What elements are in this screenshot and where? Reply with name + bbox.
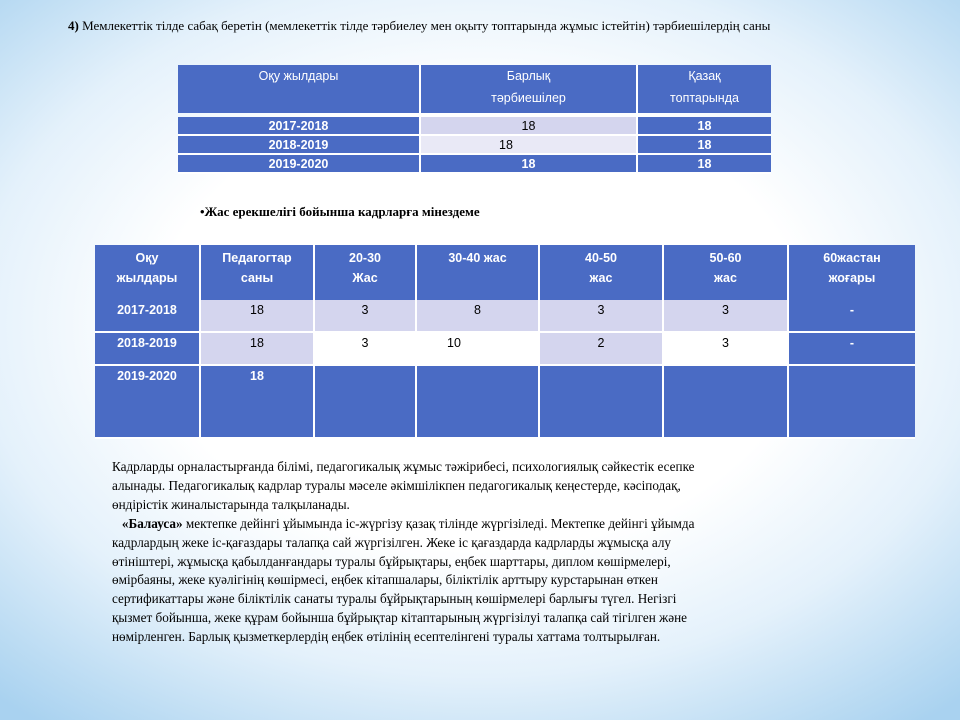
section-number: 4): [68, 18, 79, 33]
cell-value: [789, 366, 915, 439]
paragraph-line: өндірістік жиналыстарында талқыланады.: [112, 496, 350, 512]
table-row: [95, 366, 915, 439]
header-total-teachers: Барлық тәрбиешілер: [421, 65, 638, 113]
header-age-40-50: 40-50 жас: [540, 245, 664, 300]
cell-value: [315, 366, 417, 439]
header-kazakh-groups: Қазақ топтарында: [638, 65, 771, 113]
cell-value: 3: [315, 333, 417, 366]
cell-kazakh: 18: [638, 155, 771, 174]
header-age-50-60: 50-60 жас: [664, 245, 789, 300]
header-age-30-40: 30-40 жас: [417, 245, 540, 300]
age-characteristics-heading: •Жас ерекшелігі бойынша кадрларға мінездеме: [200, 204, 480, 219]
cell-year: 2017-2018: [178, 117, 421, 136]
paragraph-line: қызмет бойынша, жеке құрам бойынша бұйрықтар кітаптарының жүргізілуі талапқа сай тігілген және: [112, 610, 688, 626]
teachers-count-table: [178, 65, 771, 174]
cell-year: 2019-2020: [178, 155, 421, 174]
paragraph-line: өмірбаяны, жеке куәлігінің көшірмесі, еңбек кітапшалары, біліктілік арттыру курстарынан өткен: [112, 572, 658, 588]
cell-value: [417, 366, 540, 439]
cell-year: 2017-2018: [95, 300, 201, 333]
paragraph-line: нөмірленген. Барлық қызметкерлердің еңбек өтілінің есептелінгені туралы хаттама толтырылған.: [112, 629, 661, 645]
cell-total: 18: [421, 136, 638, 155]
cell-value: 3: [315, 300, 417, 333]
cell-value: 2: [540, 333, 664, 366]
cell-kazakh: 18: [638, 117, 771, 136]
cell-total: 18: [421, 117, 638, 136]
paragraph-line: өтініштері, жұмысқа қабылданғандары туралы бұйрықтары, еңбек шарттары, диплом көшірмелері,: [112, 553, 671, 569]
paragraph-line: сертификаттары және біліктілік санаты туралы бұйрықтарының көшірмелері барлығы түгел. Негізгі: [112, 591, 677, 607]
table-row: [178, 117, 771, 136]
kindergarten-name: «Балауса»: [121, 515, 183, 531]
paragraph-line: «Балауса» мектепке дейінгі ұйымында іс-жүргізу қазақ тілінде жүргізіледі. Мектепке дейінгі ұйымда: [121, 515, 695, 531]
header-age-60-plus: 60жастан жоғары: [789, 245, 915, 300]
cell-value: 3: [664, 333, 789, 366]
cell-value: [664, 366, 789, 439]
table-header-row: [178, 65, 771, 113]
header-academic-years: Оқу жылдары: [178, 65, 421, 113]
cell-value: 10: [417, 333, 540, 366]
cell-kazakh: 18: [638, 136, 771, 155]
header-age-20-30: 20-30 Жас: [315, 245, 417, 300]
paragraph-line: кадрлардың жеке іс-қағаздары талапқа сай жүргізілген. Жеке іс қағаздарда кадрларды жұмысқа алу: [112, 534, 672, 550]
cell-year: 2019-2020: [95, 366, 201, 439]
body-paragraph: [112, 458, 837, 647]
age-distribution-table: [95, 245, 915, 439]
cell-year: 2018-2019: [95, 333, 201, 366]
paragraph-line: алынады. Педагогикалық кадрлар туралы мәселе әкімшілікпен педагогикалық кеңестерде, кәсіподақ,: [112, 477, 681, 493]
cell-value: 18: [201, 333, 315, 366]
table-header-row: [95, 245, 915, 300]
cell-value: 8: [417, 300, 540, 333]
table-row: [95, 333, 915, 366]
cell-value: 3: [664, 300, 789, 333]
cell-value: 18: [201, 366, 315, 439]
cell-value: 3: [540, 300, 664, 333]
table-row: [95, 300, 915, 333]
cell-total: 18: [421, 155, 638, 174]
cell-value: -: [789, 300, 915, 333]
cell-year: 2018-2019: [178, 136, 421, 155]
section-heading: [68, 18, 948, 34]
table-row: [178, 155, 771, 174]
section-title: Мемлекеттік тілде сабақ беретін (мемлекеттік тілде тәрбиелеу мен оқыту топтарында жұмыс істейтін) тәрбиешілердің саны: [78, 18, 771, 33]
header-teachers-count: Педагогтар саны: [201, 245, 315, 300]
header-academic-years: Оқу жылдары: [95, 245, 201, 300]
cell-value: 18: [201, 300, 315, 333]
table-row: [178, 136, 771, 155]
cell-value: [540, 366, 664, 439]
cell-value: -: [789, 333, 915, 366]
paragraph-line: Кадрларды орналастырғанда білімі, педагогикалық жұмыс тәжірибесі, психологиялық сәйкестік есепке: [112, 459, 695, 474]
